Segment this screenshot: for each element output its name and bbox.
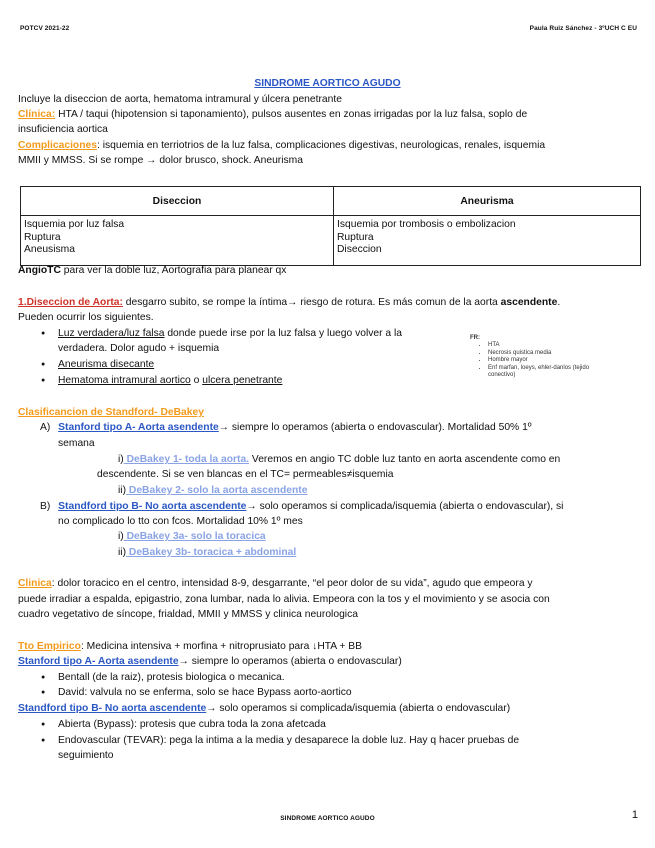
- complicaciones-line1: Complicaciones: isquemia en terriotrios de la luz falsa, complicaciones digestivas, neurologicas, renales, isquemia: [18, 140, 546, 151]
- list-item-continuation: seguimiento: [58, 750, 114, 761]
- page-number: 1: [631, 809, 638, 821]
- clinica2-line1: Clinica: dolor toracico en el centro, intensidad 8-9, desgarrante, “el peor dolor de su vida”, agudo que empeora y: [18, 578, 533, 589]
- list-item: Hematoma intramural aortico o ulcera penetrante: [58, 375, 283, 386]
- page-title: SINDROME AORTICO AGUDO: [254, 78, 401, 89]
- standford-a-label: Stanford tipo A- Aorta asendente: [58, 422, 219, 433]
- table-cell-diseccion: Isquemia por luz falsa Ruptura Aneusisma: [21, 216, 334, 266]
- list-item: • Hombre mayor: [488, 357, 589, 365]
- diseccion-line2: Pueden ocurrir los siguientes.: [18, 312, 154, 323]
- list-item: Bentall (de la raiz), protesis biologica o mecanica.: [58, 672, 285, 683]
- debakey-1-line2: descendente. Si se ven blancas en el TC= permeables≠isquemia: [97, 469, 394, 480]
- list-item-continuation: verdadera. Dolor agudo + isquemia: [58, 343, 220, 354]
- fr-list: [478, 342, 589, 380]
- clinica2-line3: cuadro vegetativo de síncope, frialdad, MMII y MMSS y clinica neurologica: [18, 609, 358, 620]
- tto-b-line: Standford tipo B- No aorta ascendente→ solo operamos si complicada/isquemia (abierta o endovascular): [18, 703, 511, 714]
- standford-a-line2: semana: [58, 438, 95, 449]
- standford-b-label: Standford tipo B- No aorta ascendente: [58, 501, 247, 512]
- list-item: Abierta (Bypass): protesis que cubra toda la zona afetcada: [58, 719, 326, 730]
- list-item: Aneurisma disecante: [58, 359, 155, 370]
- header-right: Paula Ruiz Sánchez - 3ºUCH C EU: [529, 25, 637, 32]
- standford-b-line1: B) Standford tipo B- No aorta ascendente→ solo operamos si complicada/isquemia (abierta o endovascular), si: [40, 501, 564, 512]
- fr-label: FR:: [470, 335, 480, 341]
- footer-title: SINDROME AORTICO AGUDO: [280, 815, 375, 822]
- clinica-label: Clínica:: [18, 109, 56, 120]
- standford-heading: Clasificancion de Standford- DeBakey: [18, 407, 204, 418]
- list-item: Endovascular (TEVAR): pega la intima a la media y desaparece la doble luz. Hay q hacer pruebas de: [58, 735, 520, 746]
- debakey-1-line1: i) DeBakey 1- toda la aorta. Veremos en angio TC doble luz tanto en aorta ascendente como en: [118, 454, 561, 465]
- debakey-3b: ii) DeBakey 3b- toracica + abdominal: [118, 547, 297, 558]
- tto-line: Tto Empirico: Medicina intensiva + morfina + nitroprusiato para ↓HTA + BB: [18, 641, 363, 652]
- list-item: David: valvula no se enferma, solo se hace Bypass aorto-aortico: [58, 687, 352, 698]
- table-header-diseccion: Diseccion: [21, 187, 334, 216]
- clinica-line1: Clínica: HTA / taqui (hipotension si taponamiento), pulsos ausentes en zonas irrigadas por la luz falsa, soplo de: [18, 109, 528, 120]
- table-header-aneurisma: Aneurisma: [334, 187, 641, 216]
- list-item: • HTA: [488, 342, 589, 350]
- clinica-line2: insuficiencia aortica: [18, 124, 108, 135]
- table-cell-aneurisma: Isquemia por trombosis o embolizacion Ruptura Diseccion: [334, 216, 641, 266]
- header-left: POTCV 2021-22: [20, 25, 70, 32]
- diseccion-line1: 1.Diseccion de Aorta: desgarro subito, se rompe la íntima→ riesgo de rotura. Es más comun de la aorta ascendente.: [18, 297, 561, 308]
- complicaciones-line2: MMII y MMSS. Si se rompe → dolor brusco, shock. Aneurisma: [18, 155, 303, 166]
- angio-text: AngioTC para ver la doble luz, Aortografia para planear qx: [18, 265, 287, 276]
- complicaciones-label: Complicaciones: [18, 140, 97, 151]
- clinica2-label: Clinica: [18, 578, 52, 589]
- comparison-table: [20, 186, 641, 266]
- list-item: • Necrosis quistica media: [488, 350, 589, 358]
- list-item: Luz verdadera/luz falsa donde puede irse por la luz falsa y luego volver a la: [58, 328, 403, 339]
- standford-a-line1: A) Stanford tipo A- Aorta asendente→ siempre lo operamos (abierta o endovascular). Mortalidad 50% 1º: [40, 422, 532, 433]
- list-item: • Enf marfan, loeys, ehler-danlos (tejido: [488, 365, 589, 373]
- debakey-3a: i) DeBakey 3a- solo la toracica: [118, 531, 266, 542]
- standford-b-line2: no complicado lo tto con fcos. Mortalidad 10% 1º mes: [58, 516, 303, 527]
- list-item-continuation: conectivo): [488, 372, 516, 379]
- diseccion-label: 1.Diseccion de Aorta:: [18, 297, 123, 308]
- clinica2-line2: puede irradiar a espalda, epigastrio, zona lumbar, nada lo alivia. Empeora con la tos y el movimiento y se asocia con: [18, 594, 550, 605]
- tto-a-line: Stanford tipo A- Aorta asendente→ siempre lo operamos (abierta o endovascular): [18, 656, 402, 667]
- tto-label: Tto Empirico: [18, 641, 81, 652]
- debakey-2: ii) DeBakey 2- solo la aorta ascendente: [118, 485, 308, 496]
- intro-text: Incluye la diseccion de aorta, hematoma intramural y úlcera penetrante: [18, 94, 342, 105]
